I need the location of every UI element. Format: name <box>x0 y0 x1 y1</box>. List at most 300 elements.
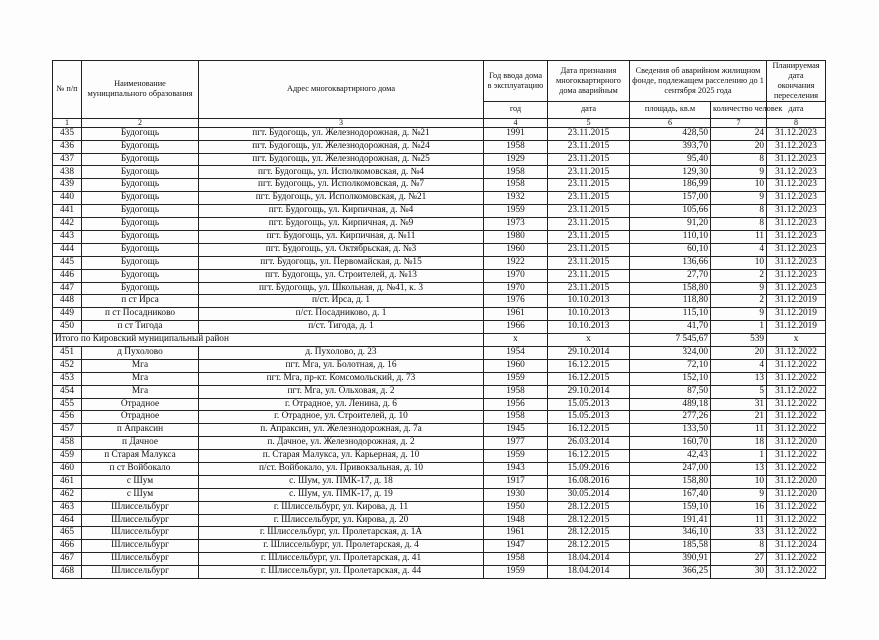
address-cell: пгт. Будогощь, ул. Исполкомовская, д. №7 <box>199 179 484 192</box>
row-number-cell: 463 <box>53 501 82 514</box>
municipality-cell: Шлиссельбург <box>82 540 199 553</box>
municipality-cell: с Шум <box>82 475 199 488</box>
table-row <box>53 346 826 359</box>
row-number-cell: 450 <box>53 321 82 334</box>
municipality-cell: Будогощь <box>82 243 199 256</box>
planned-end-cell: 31.12.2023 <box>767 140 826 153</box>
row-number-cell: 446 <box>53 269 82 282</box>
address-cell: пгт. Будогощь, ул. Школьная, д. №41, к. 3 <box>199 282 484 295</box>
people-count-cell: 2 <box>711 269 767 282</box>
table-row <box>53 372 826 385</box>
area-cell: 27,70 <box>630 269 711 282</box>
address-cell: пгт. Мга, ул. Ольховая, д. 2 <box>199 385 484 398</box>
people-count-cell: 20 <box>711 140 767 153</box>
year-cell: 1960 <box>484 359 548 372</box>
emergency-date-cell: 16.12.2015 <box>548 450 630 463</box>
year-cell: 1970 <box>484 269 548 282</box>
row-number-cell: 440 <box>53 192 82 205</box>
people-count-cell: 1 <box>711 321 767 334</box>
address-cell: г. Отрадное, ул. Строителей, д. 10 <box>199 411 484 424</box>
year-cell: 1966 <box>484 321 548 334</box>
people-count-cell: 539 <box>711 334 767 347</box>
address-cell: пгт. Будогощь, ул. Строителей, д. №13 <box>199 269 484 282</box>
col-number: 3 <box>199 118 484 127</box>
municipality-cell: Будогощь <box>82 230 199 243</box>
planned-end-cell: 31.12.2020 <box>767 437 826 450</box>
col-number: 1 <box>53 118 82 127</box>
address-cell: пгт. Будогощь, ул. Железнодорожная, д. №21 <box>199 127 484 140</box>
address-cell: пгт. Мга, пр-кт. Комсомольский, д. 73 <box>199 372 484 385</box>
table-row <box>53 424 826 437</box>
people-count-cell: 18 <box>711 437 767 450</box>
subheader-area: площадь, кв.м <box>630 101 711 118</box>
area-cell: 277,26 <box>630 411 711 424</box>
planned-end-cell: 31.12.2020 <box>767 488 826 501</box>
area-cell: 87,50 <box>630 385 711 398</box>
municipality-cell: Шлиссельбург <box>82 514 199 527</box>
row-number-cell: 437 <box>53 153 82 166</box>
emergency-date-cell: 23.11.2015 <box>548 127 630 140</box>
table-row <box>53 308 826 321</box>
emergency-date-cell: 23.11.2015 <box>548 192 630 205</box>
people-count-cell: 11 <box>711 514 767 527</box>
col-number: 4 <box>484 118 548 127</box>
address-cell: г. Шлиссельбург, ул. Кирова, д. 11 <box>199 501 484 514</box>
year-cell: 1973 <box>484 218 548 231</box>
header-emergency-date: Дата признания многоквартирного дома аварийным <box>548 61 630 102</box>
area-cell: 95,40 <box>630 153 711 166</box>
people-count-cell: 9 <box>711 308 767 321</box>
year-cell: 1943 <box>484 462 548 475</box>
planned-end-cell: 31.12.2022 <box>767 359 826 372</box>
year-cell: 1950 <box>484 501 548 514</box>
emergency-date-cell: 10.10.2013 <box>548 295 630 308</box>
address-cell: г. Шлиссельбург, ул. Кирова, д. 20 <box>199 514 484 527</box>
year-cell: 1958 <box>484 179 548 192</box>
header-planned-end: Планируемая дата окончания переселения <box>767 61 826 102</box>
row-number-cell: 462 <box>53 488 82 501</box>
year-cell: 1922 <box>484 256 548 269</box>
table-row <box>53 359 826 372</box>
address-cell: п/ст. Тигода, д. 1 <box>199 321 484 334</box>
row-number-cell: 465 <box>53 527 82 540</box>
year-cell: 1961 <box>484 308 548 321</box>
year-cell: 1977 <box>484 437 548 450</box>
planned-end-cell: 31.12.2023 <box>767 179 826 192</box>
address-cell: пгт. Мга, ул. Болотная, д. 16 <box>199 359 484 372</box>
planned-end-cell: 31.12.2022 <box>767 527 826 540</box>
address-cell: пгт. Будогощь, ул. Кирпичная, д. №11 <box>199 230 484 243</box>
municipality-cell: Будогощь <box>82 256 199 269</box>
area-cell: 158,80 <box>630 475 711 488</box>
emergency-date-cell: 18.04.2014 <box>548 553 630 566</box>
municipality-cell: п ст Войбокало <box>82 462 199 475</box>
col-number: 6 <box>630 118 711 127</box>
table-row <box>53 218 826 231</box>
table-header <box>53 61 826 128</box>
emergency-date-cell: 23.11.2015 <box>548 153 630 166</box>
row-number-cell: 448 <box>53 295 82 308</box>
people-count-cell: 8 <box>711 205 767 218</box>
year-cell: 1958 <box>484 553 548 566</box>
row-number-cell: 445 <box>53 256 82 269</box>
total-row <box>53 334 826 347</box>
area-cell: 160,70 <box>630 437 711 450</box>
area-cell: 72,10 <box>630 359 711 372</box>
table-row <box>53 243 826 256</box>
table-row <box>53 230 826 243</box>
area-cell: 186,99 <box>630 179 711 192</box>
planned-end-cell: 31.12.2022 <box>767 346 826 359</box>
table-row <box>53 488 826 501</box>
emergency-date-cell: 28.12.2015 <box>548 527 630 540</box>
col-number: 7 <box>711 118 767 127</box>
area-cell: 136,66 <box>630 256 711 269</box>
emergency-date-cell: 28.12.2015 <box>548 501 630 514</box>
planned-end-cell: 31.12.2023 <box>767 256 826 269</box>
subheader-end-date: дата <box>767 101 826 118</box>
municipality-cell: Будогощь <box>82 192 199 205</box>
emergency-date-cell: 23.11.2015 <box>548 282 630 295</box>
row-number-cell: 447 <box>53 282 82 295</box>
address-cell: с. Шум, ул. ПМК-17, д. 18 <box>199 475 484 488</box>
table-row <box>53 192 826 205</box>
total-label-cell: Итого по Кировский муниципальный район <box>53 334 484 347</box>
address-cell: г. Шлиссельбург, ул. Пролетарская, д. 41 <box>199 553 484 566</box>
emergency-date-cell: 16.08.2016 <box>548 475 630 488</box>
planned-end-cell: 31.12.2020 <box>767 475 826 488</box>
address-cell: п. Апраксин, ул. Железнодорожная, д. 7а <box>199 424 484 437</box>
table-row <box>53 205 826 218</box>
col-number: 8 <box>767 118 826 127</box>
year-cell: 1917 <box>484 475 548 488</box>
municipality-cell: д Пухолово <box>82 346 199 359</box>
people-count-cell: 16 <box>711 501 767 514</box>
planned-end-cell: 31.12.2022 <box>767 398 826 411</box>
emergency-date-cell: 16.12.2015 <box>548 359 630 372</box>
header-resettle-info: Сведения об аварийном жилищном фонде, подлежащем расселению до 1 сентября 2025 года <box>630 61 767 102</box>
emergency-date-cell: 15.05.2013 <box>548 398 630 411</box>
emergency-date-cell: 23.11.2015 <box>548 269 630 282</box>
year-cell: х <box>484 334 548 347</box>
area-cell: 110,10 <box>630 230 711 243</box>
row-number-cell: 466 <box>53 540 82 553</box>
planned-end-cell: 31.12.2023 <box>767 205 826 218</box>
address-cell: пгт. Будогощь, ул. Исполкомовская, д. №21 <box>199 192 484 205</box>
row-number-cell: 436 <box>53 140 82 153</box>
table-row <box>53 256 826 269</box>
emergency-date-cell: 30.05.2014 <box>548 488 630 501</box>
planned-end-cell: 31.12.2023 <box>767 282 826 295</box>
address-cell: пгт. Будогощь, ул. Железнодорожная, д. №25 <box>199 153 484 166</box>
table-row <box>53 295 826 308</box>
planned-end-cell: 31.12.2022 <box>767 566 826 579</box>
planned-end-cell: 31.12.2023 <box>767 166 826 179</box>
municipality-cell: Будогощь <box>82 269 199 282</box>
year-cell: 1948 <box>484 514 548 527</box>
row-number-cell: 449 <box>53 308 82 321</box>
year-cell: 1980 <box>484 230 548 243</box>
row-number-cell: 459 <box>53 450 82 463</box>
table-row <box>53 179 826 192</box>
people-count-cell: 33 <box>711 527 767 540</box>
municipality-cell: Шлиссельбург <box>82 553 199 566</box>
area-cell: 152,10 <box>630 372 711 385</box>
planned-end-cell: 31.12.2023 <box>767 127 826 140</box>
emergency-date-cell: 23.11.2015 <box>548 179 630 192</box>
area-cell: 247,00 <box>630 462 711 475</box>
people-count-cell: 4 <box>711 359 767 372</box>
row-number-cell: 461 <box>53 475 82 488</box>
year-cell: 1959 <box>484 450 548 463</box>
planned-end-cell: 31.12.2022 <box>767 411 826 424</box>
people-count-cell: 2 <box>711 295 767 308</box>
people-count-cell: 21 <box>711 411 767 424</box>
municipality-cell: Мга <box>82 372 199 385</box>
address-cell: пгт. Будогощь, ул. Кирпичная, д. №9 <box>199 218 484 231</box>
row-number-cell: 468 <box>53 566 82 579</box>
emergency-date-cell: 16.12.2015 <box>548 424 630 437</box>
header-municipality: Наименование муниципального образования <box>82 61 199 119</box>
subheader-year: год <box>484 101 548 118</box>
address-cell: п. Старая Малукса, ул. Карьерная, д. 10 <box>199 450 484 463</box>
year-cell: 1991 <box>484 127 548 140</box>
emergency-date-cell: 23.11.2015 <box>548 218 630 231</box>
municipality-cell: Отрадное <box>82 398 199 411</box>
year-cell: 1958 <box>484 166 548 179</box>
row-number-cell: 457 <box>53 424 82 437</box>
address-cell: г. Шлиссельбург, ул. Пролетарская, д. 1А <box>199 527 484 540</box>
year-cell: 1961 <box>484 527 548 540</box>
people-count-cell: 24 <box>711 127 767 140</box>
municipality-cell: Шлиссельбург <box>82 527 199 540</box>
planned-end-cell: 31.12.2019 <box>767 308 826 321</box>
row-number-cell: 439 <box>53 179 82 192</box>
people-count-cell: 31 <box>711 398 767 411</box>
year-cell: 1956 <box>484 398 548 411</box>
table-row <box>53 153 826 166</box>
area-cell: 159,10 <box>630 501 711 514</box>
area-cell: 191,41 <box>630 514 711 527</box>
municipality-cell: п Апраксин <box>82 424 199 437</box>
people-count-cell: 30 <box>711 566 767 579</box>
table-row <box>53 553 826 566</box>
people-count-cell: 8 <box>711 153 767 166</box>
municipality-cell: Будогощь <box>82 218 199 231</box>
area-cell: 129,30 <box>630 166 711 179</box>
people-count-cell: 11 <box>711 230 767 243</box>
address-cell: п/ст. Ирса, д. 1 <box>199 295 484 308</box>
address-cell: г. Шлиссельбург, ул. Пролетарская, д. 4 <box>199 540 484 553</box>
emergency-date-cell: 15.09.2016 <box>548 462 630 475</box>
area-cell: 324,00 <box>630 346 711 359</box>
municipality-cell: Будогощь <box>82 205 199 218</box>
address-cell: д. Пухолово, д. 23 <box>199 346 484 359</box>
row-number-cell: 454 <box>53 385 82 398</box>
municipality-cell: Будогощь <box>82 153 199 166</box>
row-number-cell: 452 <box>53 359 82 372</box>
table-row <box>53 398 826 411</box>
municipality-cell: п ст Тигода <box>82 321 199 334</box>
planned-end-cell: 31.12.2022 <box>767 514 826 527</box>
year-cell: 1959 <box>484 205 548 218</box>
area-cell: 346,10 <box>630 527 711 540</box>
address-cell: г. Шлиссельбург, ул. Пролетарская, д. 44 <box>199 566 484 579</box>
people-count-cell: 13 <box>711 462 767 475</box>
people-count-cell: 1 <box>711 450 767 463</box>
row-number-cell: 460 <box>53 462 82 475</box>
table-row <box>53 462 826 475</box>
municipality-cell: Будогощь <box>82 140 199 153</box>
row-number-cell: 444 <box>53 243 82 256</box>
address-cell: пгт. Будогощь, ул. Железнодорожная, д. №24 <box>199 140 484 153</box>
row-number-cell: 458 <box>53 437 82 450</box>
address-cell: пгт. Будогощь, ул. Первомайская, д. №15 <box>199 256 484 269</box>
address-cell: п. Дачное, ул. Железнодорожная, д. 2 <box>199 437 484 450</box>
people-count-cell: 9 <box>711 488 767 501</box>
area-cell: 118,80 <box>630 295 711 308</box>
table-row <box>53 501 826 514</box>
planned-end-cell: 31.12.2023 <box>767 218 826 231</box>
emergency-date-cell: 16.12.2015 <box>548 372 630 385</box>
year-cell: 1976 <box>484 295 548 308</box>
table-row <box>53 140 826 153</box>
year-cell: 1959 <box>484 566 548 579</box>
emergency-date-cell: 29.10.2014 <box>548 346 630 359</box>
table-row <box>53 540 826 553</box>
planned-end-cell: 31.12.2023 <box>767 192 826 205</box>
people-count-cell: 13 <box>711 372 767 385</box>
municipality-cell: Будогощь <box>82 166 199 179</box>
area-cell: 7 545,67 <box>630 334 711 347</box>
row-number-cell: 442 <box>53 218 82 231</box>
municipality-cell: п ст Ирса <box>82 295 199 308</box>
address-cell: г. Отрадное, ул. Ленина, д. 6 <box>199 398 484 411</box>
planned-end-cell: 31.12.2023 <box>767 230 826 243</box>
planned-end-cell: 31.12.2022 <box>767 385 826 398</box>
planned-end-cell: 31.12.2022 <box>767 424 826 437</box>
table-row <box>53 385 826 398</box>
address-cell: пгт. Будогощь, ул. Исполкомовская, д. №4 <box>199 166 484 179</box>
people-count-cell: 8 <box>711 540 767 553</box>
area-cell: 393,70 <box>630 140 711 153</box>
area-cell: 428,50 <box>630 127 711 140</box>
year-cell: 1958 <box>484 140 548 153</box>
municipality-cell: п Дачное <box>82 437 199 450</box>
table-row <box>53 166 826 179</box>
table-row <box>53 411 826 424</box>
row-number-cell: 467 <box>53 553 82 566</box>
table-row <box>53 127 826 140</box>
emergency-date-cell: 23.11.2015 <box>548 205 630 218</box>
planned-end-cell: 31.12.2024 <box>767 540 826 553</box>
planned-end-cell: 31.12.2022 <box>767 372 826 385</box>
row-number-cell: 443 <box>53 230 82 243</box>
emergency-date-cell: 29.10.2014 <box>548 385 630 398</box>
area-cell: 41,70 <box>630 321 711 334</box>
area-cell: 185,58 <box>630 540 711 553</box>
year-cell: 1932 <box>484 192 548 205</box>
planned-end-cell: 31.12.2022 <box>767 553 826 566</box>
emergency-date-cell: 18.04.2014 <box>548 566 630 579</box>
table-row <box>53 321 826 334</box>
year-cell: 1959 <box>484 372 548 385</box>
emergency-date-cell: 15.05.2013 <box>548 411 630 424</box>
emergency-date-cell: 10.10.2013 <box>548 321 630 334</box>
table-row <box>53 475 826 488</box>
row-number-cell: 441 <box>53 205 82 218</box>
people-count-cell: 5 <box>711 385 767 398</box>
area-cell: 42,43 <box>630 450 711 463</box>
row-number-cell: 464 <box>53 514 82 527</box>
row-number-cell: 453 <box>53 372 82 385</box>
municipality-cell: Мга <box>82 359 199 372</box>
people-count-cell: 10 <box>711 256 767 269</box>
emergency-date-cell: 23.11.2015 <box>548 166 630 179</box>
area-cell: 133,50 <box>630 424 711 437</box>
municipality-cell: Шлиссельбург <box>82 501 199 514</box>
people-count-cell: 9 <box>711 166 767 179</box>
year-cell: 1958 <box>484 385 548 398</box>
address-cell: п/ст. Посадниково, д. 1 <box>199 308 484 321</box>
address-cell: п/ст. Войбокало, ул. Привокзальная, д. 10 <box>199 462 484 475</box>
planned-end-cell: х <box>767 334 826 347</box>
municipality-cell: п Старая Малукса <box>82 450 199 463</box>
planned-end-cell: 31.12.2019 <box>767 321 826 334</box>
emergency-date-cell: 28.12.2015 <box>548 514 630 527</box>
area-cell: 105,66 <box>630 205 711 218</box>
table-row <box>53 566 826 579</box>
planned-end-cell: 31.12.2023 <box>767 243 826 256</box>
row-number-cell: 438 <box>53 166 82 179</box>
people-count-cell: 11 <box>711 424 767 437</box>
municipality-cell: Будогощь <box>82 282 199 295</box>
header-num: № п/п <box>53 61 82 119</box>
table-body <box>53 127 826 578</box>
header-address: Адрес многоквартирного дома <box>199 61 484 119</box>
table-row <box>53 282 826 295</box>
area-cell: 366,25 <box>630 566 711 579</box>
subheader-people: количество человек <box>711 101 767 118</box>
planned-end-cell: 31.12.2023 <box>767 269 826 282</box>
planned-end-cell: 31.12.2023 <box>767 153 826 166</box>
year-cell: 1947 <box>484 540 548 553</box>
planned-end-cell: 31.12.2022 <box>767 450 826 463</box>
area-cell: 115,10 <box>630 308 711 321</box>
housing-table <box>52 60 826 579</box>
area-cell: 157,00 <box>630 192 711 205</box>
people-count-cell: 9 <box>711 282 767 295</box>
emergency-date-cell: 23.11.2015 <box>548 256 630 269</box>
municipality-cell: Будогощь <box>82 179 199 192</box>
emergency-date-cell: 26.03.2014 <box>548 437 630 450</box>
municipality-cell: п ст Посадниково <box>82 308 199 321</box>
emergency-date-cell: 23.11.2015 <box>548 140 630 153</box>
emergency-date-cell: 23.11.2015 <box>548 230 630 243</box>
area-cell: 390,91 <box>630 553 711 566</box>
area-cell: 60,10 <box>630 243 711 256</box>
row-number-cell: 456 <box>53 411 82 424</box>
area-cell: 91,20 <box>630 218 711 231</box>
planned-end-cell: 31.12.2019 <box>767 295 826 308</box>
municipality-cell: Шлиссельбург <box>82 566 199 579</box>
planned-end-cell: 31.12.2022 <box>767 462 826 475</box>
people-count-cell: 4 <box>711 243 767 256</box>
header-year-commission: Год ввода дома в эксплуатацию <box>484 61 548 102</box>
year-cell: 1954 <box>484 346 548 359</box>
table-row <box>53 514 826 527</box>
table-row <box>53 437 826 450</box>
